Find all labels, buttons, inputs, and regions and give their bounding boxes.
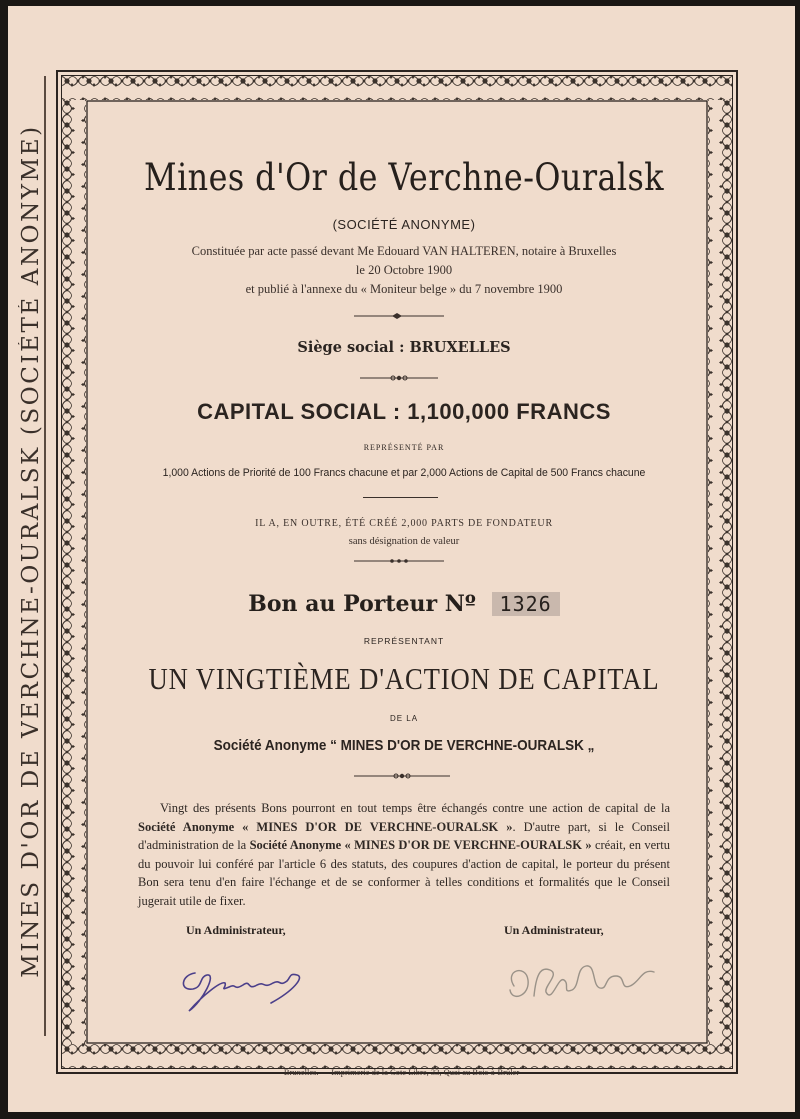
capital-headline: CAPITAL SOCIAL : 1,100,000 FRANCS — [197, 399, 611, 424]
counterfoil-text: MINES D'OR DE VERCHNE-OURALSK (SOCIÉTÉ ANONYME) — [18, 124, 44, 978]
constitution-line-3: et publié à l'annexe du « Moniteur belge » du 7 novembre 1900 — [245, 282, 563, 296]
bearer-bond-label: Bon au Porteur — [248, 591, 438, 617]
company-legal-form: (SOCIÉTÉ ANONYME) — [332, 217, 476, 232]
representant-label: REPRÉSENTANT — [363, 636, 445, 646]
administrator-label-right: Un Administrateur, — [504, 923, 604, 937]
signature-left — [173, 951, 323, 1021]
ornament-divider-4 — [354, 772, 450, 780]
administrator-label-left: Un Administrateur, — [186, 923, 286, 937]
bearer-bond-heading — [98, 591, 710, 617]
ornament-divider-2 — [360, 374, 438, 382]
company-name-line: Société Anonyme “ MINES D'OR DE VERCHNE-OURALSK „ — [213, 737, 595, 754]
ornament-divider-3 — [354, 557, 444, 565]
ornament-divider-1 — [354, 312, 444, 320]
certificate-number: 1326 — [492, 592, 560, 616]
constitution-line-2: le 20 Octobre 1900 — [355, 263, 453, 277]
terms-company-2: Société Anonyme « MINES D'OR DE VERCHNE-OURALSK » — [249, 838, 592, 852]
founder-shares-note: sans désignation de valeur — [348, 536, 460, 547]
represente-par-label: REPRÉSENTÉ PAR — [363, 443, 445, 452]
terms-text-1: Vingt des présents Bons pourront en tout temps être échangés contre une action de capital de la — [160, 801, 670, 815]
share-certificate — [8, 6, 795, 1112]
numero-label: Nº — [444, 591, 476, 617]
constitution-statement — [98, 242, 710, 299]
company-title: Mines d'Or de Verchne-Ouralsk — [144, 156, 664, 199]
terms-text-3: créait, en vertu du pouvoir lui conféré par l'article 6 des statuts, des coupures d'action de capital, le porteur du présent Bon sera tenu d'en faire l'échange et de se conformer à telles conditions et formalités que le Conseil jugerait utile de fixer. — [138, 838, 671, 908]
registered-office: Siège social : BRUXELLES — [297, 339, 511, 356]
de-la-label: DE LA — [389, 714, 419, 723]
constitution-line-1: Constituée par acte passé devant Me Edouard VAN HALTEREN, notaire à Bruxelles — [191, 244, 617, 258]
exchange-terms-paragraph — [138, 799, 670, 910]
share-fraction-title: UN VINGTIÈME D'ACTION DE CAPITAL — [148, 661, 660, 696]
divider-rule — [363, 497, 438, 498]
share-structure: 1,000 Actions de Priorité de 100 Francs chacune et par 2,000 Actions de Capital de 500 Francs chacune — [162, 467, 646, 479]
counterfoil-strip — [8, 6, 46, 1112]
counterfoil-perforation-line — [44, 76, 46, 1036]
signature-right — [500, 946, 670, 1016]
founder-shares-line: IL A, EN OUTRE, ÉTÉ CRÉÉ 2,000 PARTS DE FONDATEUR — [255, 518, 553, 529]
terms-company-1: Société Anonyme « MINES D'OR DE VERCHNE-OURALSK » — [138, 819, 513, 834]
terms-text-2: . D'autre part, si le Conseil d'administration de la — [138, 819, 670, 852]
printer-imprint: Bruxelles. — Imprimerie de la Cote Libre, 33, Quai au Bois-à-Brûler — [283, 1067, 520, 1077]
